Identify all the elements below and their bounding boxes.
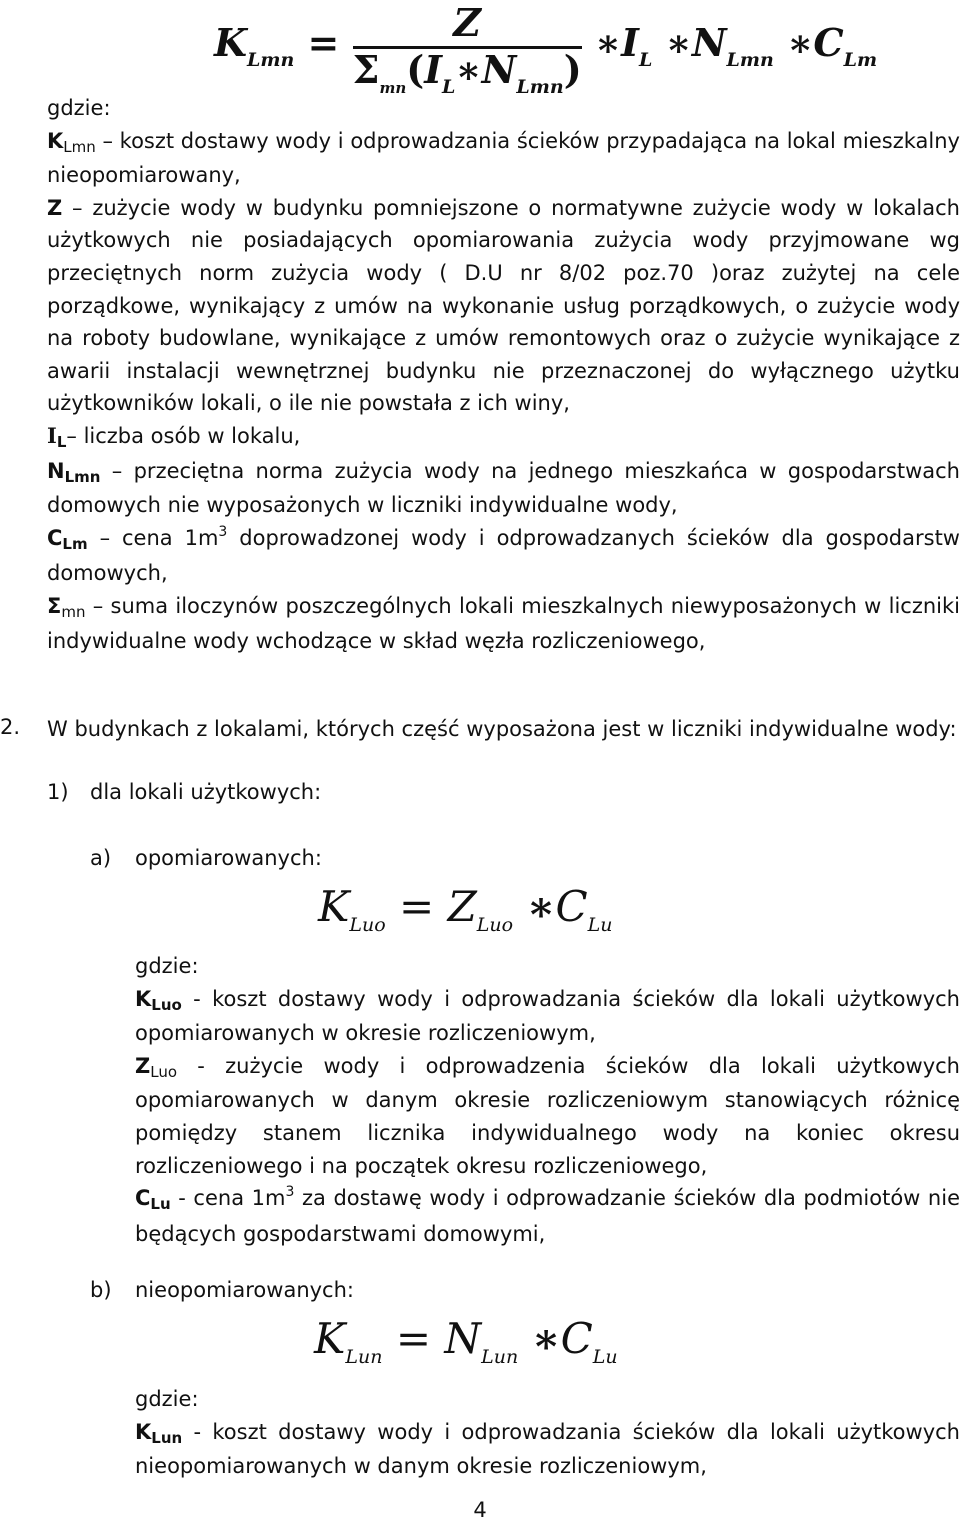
legend-item-sigma-mn: Σmn – suma iloczynów poszczególnych lokali mieszkalnych niewyposażonych w liczniki indywidualne wody wchodzące w skład węzła rozliczeniowego,	[47, 593, 960, 653]
legend-formula-b	[135, 1383, 960, 1483]
subsection-a-label: a)	[90, 846, 112, 870]
legend-item-n-lmn: NLmn – przeciętna norma zużycia wody na jednego mieszkańca w gospodarstwach domowych nie wyposażonych w liczniki indywidualne wody,	[47, 458, 960, 518]
legend-item-k-lun: KLun - koszt dostawy wody i odprowadzania ścieków dla lokali użytkowych nieopomiarowanych w danym okresie rozliczeniowym,	[135, 1419, 960, 1479]
gdzie-label: gdzie:	[47, 96, 111, 120]
gdzie-label: gdzie:	[135, 954, 199, 978]
legend-item-k-luo: KLuo - koszt dostawy wody i odprowadzania ścieków dla lokali użytkowych opomiarowanych w okresie rozliczeniowym,	[135, 986, 960, 1046]
legend-item-k-lmn: KLmn – koszt dostawy wody i odprowadzania ścieków przypadająca na lokal mieszkalny nieopomiarowany,	[47, 128, 960, 188]
formula-fraction	[352, 0, 582, 98]
gdzie-label: gdzie:	[135, 1387, 199, 1411]
formula-operator: ∗	[594, 20, 622, 65]
legend-formula-a	[135, 950, 960, 1250]
formula-lokale-opomiarowane: $K_{Luo} = Z_{Luo}$ $∗C_{Lu}$	[318, 882, 613, 936]
subsection-a-title: opomiarowanych:	[135, 846, 322, 870]
formula-subscript: Lmn	[247, 49, 295, 71]
item-2-text: W budynkach z lokalami, których część wyposażona jest w liczniki indywidualne wody:	[47, 717, 957, 741]
formula-symbol: K	[214, 20, 248, 65]
page-number: 4	[473, 1498, 487, 1522]
formula-kosztu-lokalu-mieszkalnego: $K_{Lmn}$ = $\frac{Z}{\Sigma_{mn}(I_L∗N_{Lmn})}$ $∗I_L$ $∗N_{Lmn}$ $∗C_{Lm}$	[214, 0, 878, 98]
subitem-number: 1)	[47, 780, 69, 804]
fraction-denominator: $\Sigma_{mn}(I_L∗N_{Lmn})$	[352, 47, 582, 98]
legend-formula-1	[47, 92, 960, 657]
legend-item-i-l: IL– liczba osób w lokalu,	[47, 422, 301, 451]
formula-operator: ∗	[787, 20, 814, 65]
legend-item-c-lm: CLm – cena $1m^3$ doprowadzonej wody i odprowadzanych ścieków dla gospodarstw domowych,	[47, 523, 960, 586]
fraction-numerator: Z	[353, 4, 582, 49]
legend-item-c-lu: CLu - cena $1m^3$ za dostawę wody i odprowadzanie ścieków dla podmiotów nie będących gospodarstwami domowymi,	[135, 1184, 960, 1246]
legend-item-z-luo: ZLuo - zużycie wody i odprowadzenia ścieków dla lokali użytkowych opomiarowanych w danym okresie rozliczeniowym stanowiących różnicę pomiędzy stanem licznika indywidualnego wody na koniec okresu rozliczeniowego i na początek okresu rozliczeniowego,	[135, 1053, 960, 1178]
formula-operator: =	[307, 20, 340, 65]
item-number: 2.	[0, 715, 21, 739]
subitem-text: dla lokali użytkowych:	[90, 780, 322, 804]
formula-lokale-nieopomiarowane: $K_{Lun} = N_{Lun}$ $∗C_{Lu}$	[314, 1314, 618, 1368]
legend-item-z: Z – zużycie wody w budynku pomniejszone o normatywne zużycie wody w lokalach użytkowych nie posiadających opomiarowania zużycia wody przyjmowane wg przeciętnych norm zużycia wody ( D.U nr 8/02 poz.70 )oraz zużytej na cele porządkowe, wynikający z umów na wykonanie usług porządkowych, o zużycie wody na roboty budowlane, wynikające z umów remontowych oraz o zużycie wynikające z awarii instalacji wewnętrznej budynku nie przeznaczonej do wyłącznego użytku użytkowników lokali, o ile nie powstała z ich winy,	[47, 195, 960, 416]
formula-operator: ∗	[665, 20, 692, 65]
subsection-b-label: b)	[90, 1278, 112, 1302]
subsection-b-title: nieopomiarowanych:	[135, 1278, 354, 1302]
